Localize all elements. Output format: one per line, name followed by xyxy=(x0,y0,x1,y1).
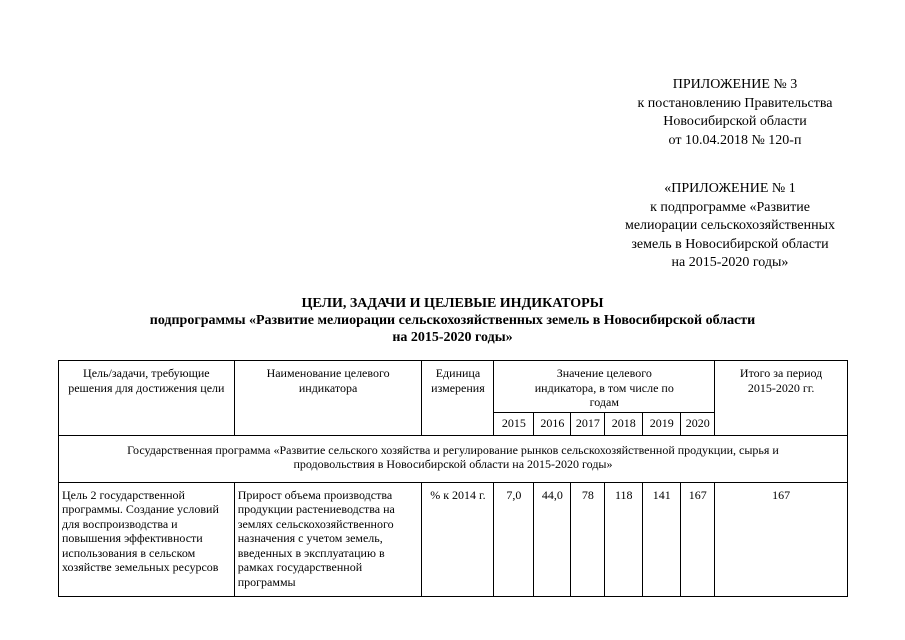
header-row xyxy=(59,361,848,413)
year-cell: 2019 xyxy=(643,412,681,435)
header-values: Значение целевого индикатора, в том числе по годам xyxy=(494,361,715,413)
unit-cell: % к 2014 г. xyxy=(422,482,494,596)
value-cell: 167 xyxy=(681,482,715,596)
appendix-line: от 10.04.2018 № 120-п xyxy=(668,132,802,148)
header-goal: Цель/задачи, требующие решения для достижения цели xyxy=(59,361,235,436)
appendix-header-main xyxy=(615,76,855,150)
appendix-line: на 2015-2020 годы» xyxy=(671,255,789,270)
value-cell: 7,0 xyxy=(494,482,534,596)
indicator-cell: Прирост объема производства продукции растениеводства на землях сельскохозяйственного назначения с учетом земель, введенных в эксплуатацию в рамках государственной программы xyxy=(234,482,422,596)
appendix-line: мелиорации сельскохозяйственных xyxy=(624,218,836,233)
header-total: Итого за период 2015-2020 гг. xyxy=(715,361,848,436)
program-title: Государственная программа «Развитие сельского хозяйства и регулирование рынков сельскохозяйственной продукции, сырья и продовольствия в Новосибирской области на 2015-2020 годы» xyxy=(59,435,848,482)
indicators-table xyxy=(58,360,848,597)
value-cell: 78 xyxy=(571,482,605,596)
year-cell: 2017 xyxy=(571,412,605,435)
appendix-line: Новосибирской области xyxy=(663,114,807,129)
total-cell: 167 xyxy=(715,482,848,596)
program-row xyxy=(59,435,848,482)
value-cell: 141 xyxy=(643,482,681,596)
appendix-line: ПРИЛОЖЕНИЕ № 3 xyxy=(672,77,798,92)
year-cell: 2016 xyxy=(534,412,571,435)
header-indicator: Наименование целевого индикатора xyxy=(234,361,422,436)
appendix-line: к постановлению Правительства xyxy=(637,95,833,111)
value-cell: 44,0 xyxy=(534,482,571,596)
goal-cell: Цель 2 государственной программы. Создание условий для воспроизводства и повышения эффективности использования в сельском хозяйстве земельных ресурсов xyxy=(59,482,235,596)
title-line: подпрограммы «Развитие мелиорации сельскохозяйственных земель в Новосибирской области xyxy=(149,313,756,328)
year-cell: 2018 xyxy=(605,412,643,435)
header-unit: Единица измерения xyxy=(422,361,494,436)
title-line: на 2015-2020 годы» xyxy=(392,330,513,345)
appendix-line: «ПРИЛОЖЕНИЕ № 1 xyxy=(664,181,796,196)
document-title xyxy=(40,295,865,346)
table-row xyxy=(59,482,848,596)
value-cell: 118 xyxy=(605,482,643,596)
appendix-line: земель в Новосибирской области xyxy=(631,236,829,252)
appendix-line: к подпрограмме «Развитие xyxy=(650,199,810,215)
appendix-header-sub xyxy=(595,180,865,273)
year-cell: 2015 xyxy=(494,412,534,435)
year-cell: 2020 xyxy=(681,412,715,435)
title-line: ЦЕЛИ, ЗАДАЧИ И ЦЕЛЕВЫЕ ИНДИКАТОРЫ xyxy=(301,296,604,311)
